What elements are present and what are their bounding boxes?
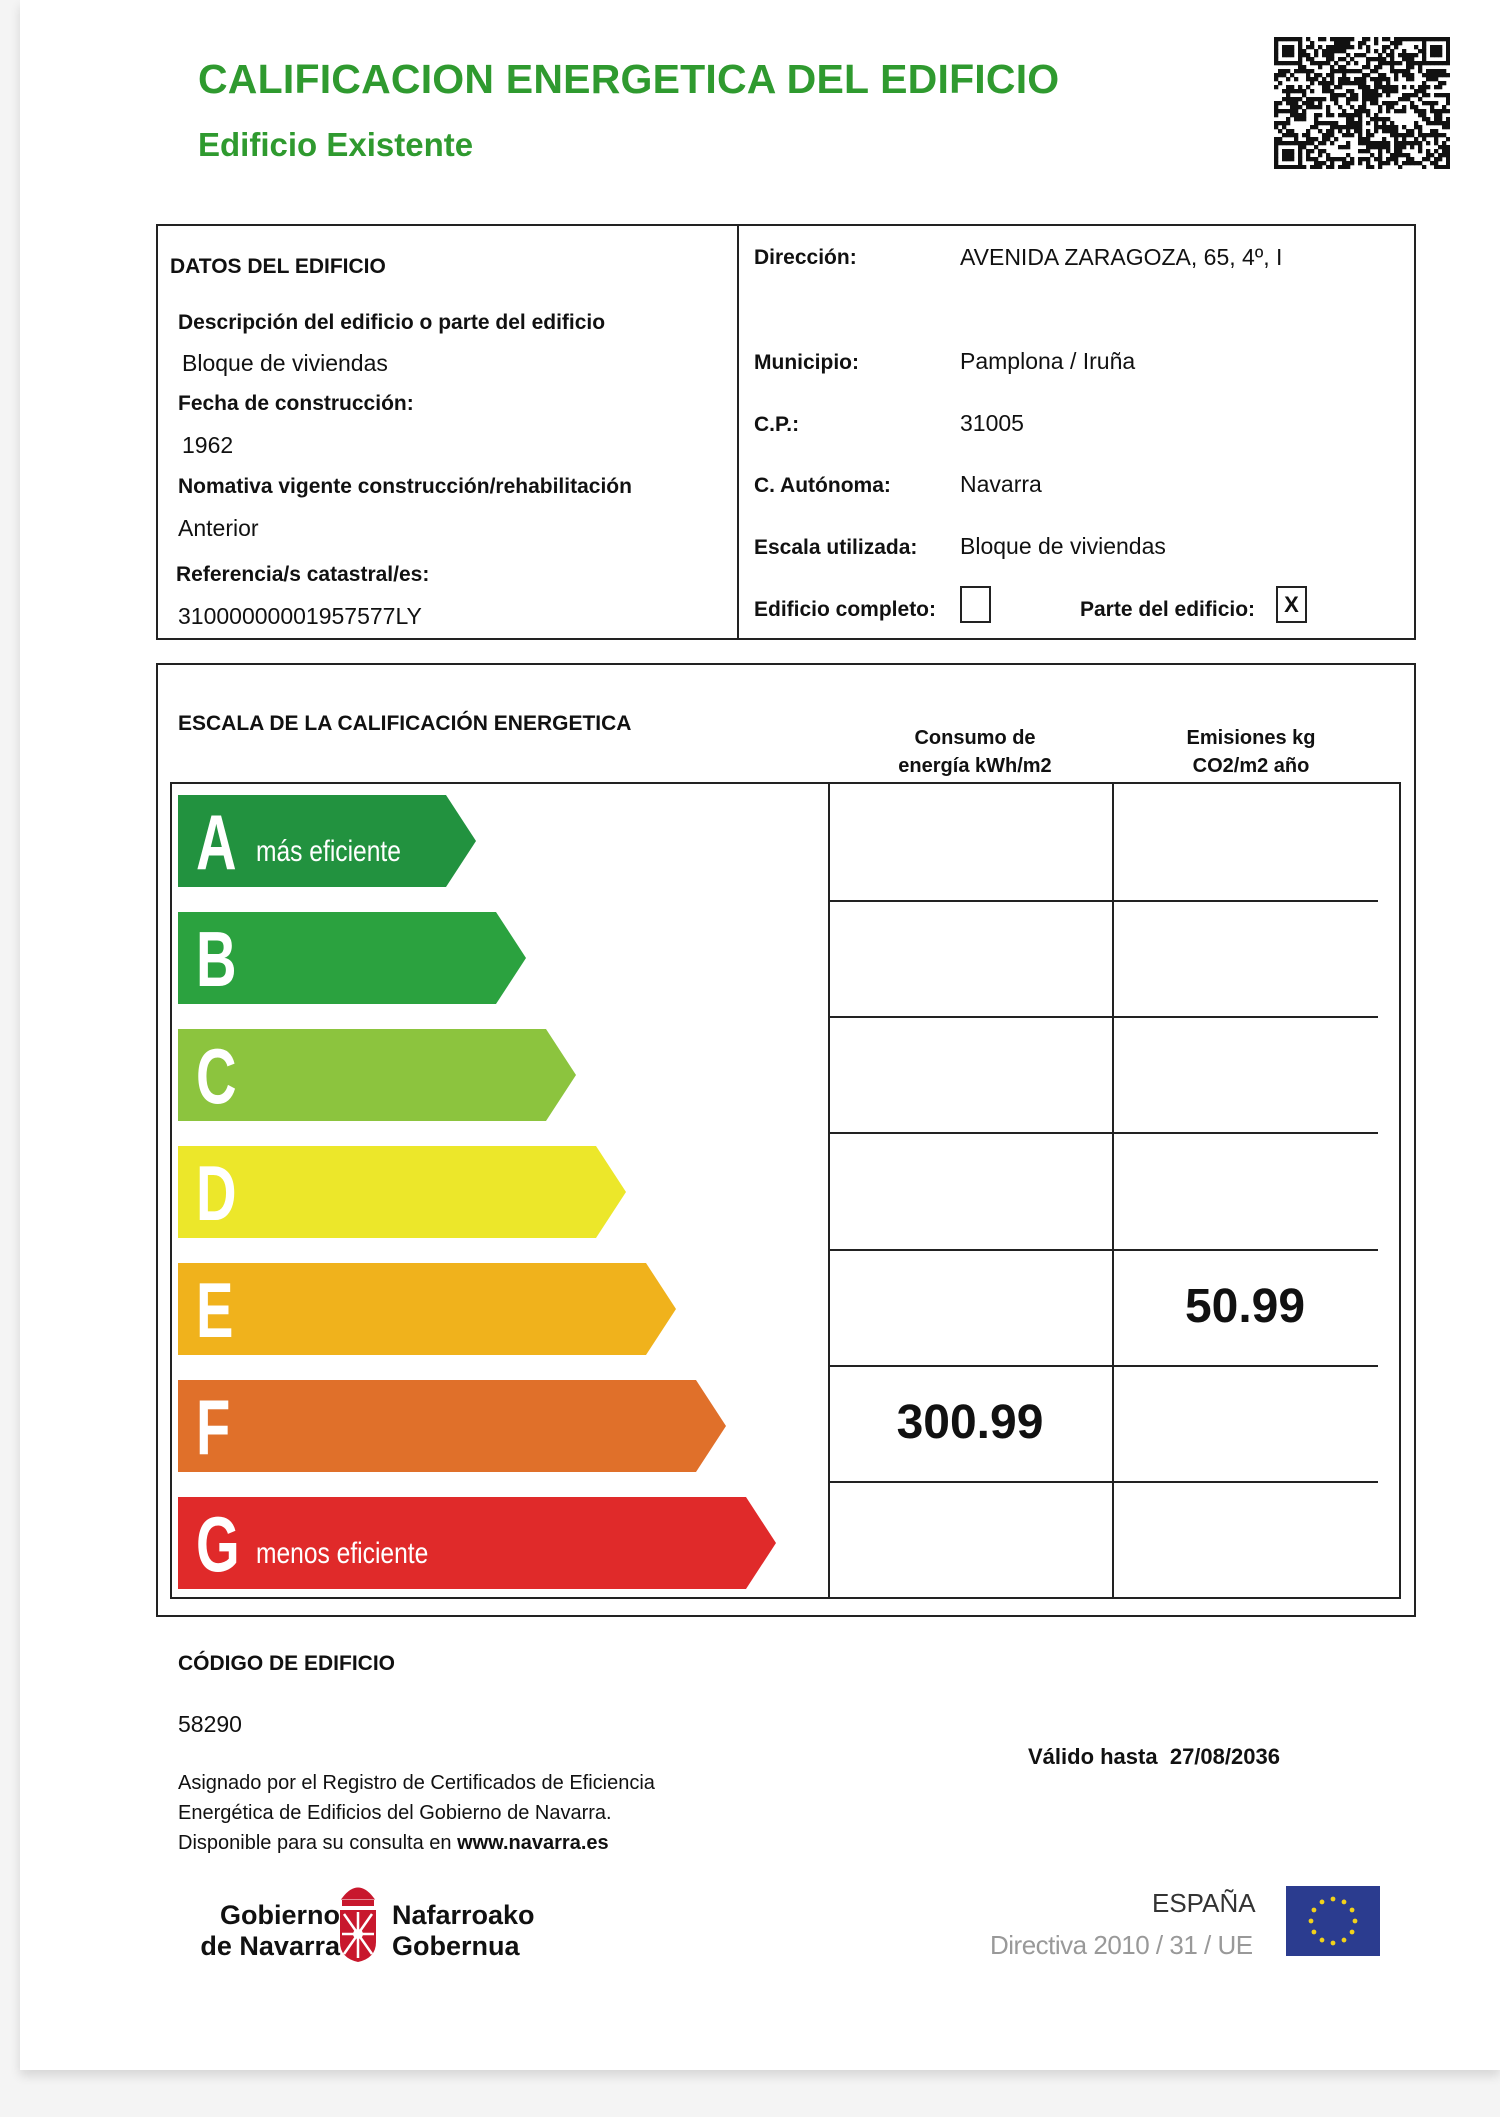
consumption-cell-b <box>828 900 1112 1016</box>
municipality-value: Pamplona / Iruña <box>960 348 1136 374</box>
construction-date-label: Fecha de construcción: <box>178 392 414 415</box>
emissions-cell-a <box>1112 784 1378 900</box>
rating-band-c <box>178 1029 576 1121</box>
building-data-divider <box>737 224 739 640</box>
building-code-value: 58290 <box>178 1711 242 1737</box>
navarra-coat-of-arms-icon <box>334 1878 382 1964</box>
region-value: Navarra <box>960 471 1042 497</box>
espana-label: ESPAÑA <box>1152 1888 1256 1918</box>
building-part-label: Parte del edificio: <box>1080 598 1256 621</box>
band-letter-d: D <box>196 1149 237 1237</box>
certificate-page <box>20 0 1500 2070</box>
emissions-cell-d <box>1112 1132 1378 1248</box>
consumption-value: 300.99 <box>896 1395 1044 1449</box>
construction-date-value: 1962 <box>182 432 234 458</box>
consumption-cell-a <box>828 784 1112 900</box>
cadastral-ref-value: 31000000001957577LY <box>178 603 422 629</box>
address-value: AVENIDA ZARAGOZA, 65, 4º, I <box>960 244 1283 270</box>
band-letter-e: E <box>196 1266 234 1354</box>
band-note-a: más eficiente <box>256 835 401 868</box>
regulation-label: Nomativa vigente construcción/rehabilitación <box>178 475 632 498</box>
registry-text: Asignado por el Registro de Certificados de Eficiencia Energética de Edificios del Gobierno de Navarra. Disponible para su consulta en www.navarra.es <box>178 1772 655 1854</box>
qr-code-icon <box>1274 37 1450 169</box>
valid-until: Válido hasta 27/08/2036 <box>1028 1744 1280 1769</box>
cadastral-ref-label: Referencia/s catastral/es: <box>176 563 430 586</box>
emissions-cell-c <box>1112 1016 1378 1132</box>
gobierno-navarra-text-left: Gobierno de Navarra <box>200 1900 340 1961</box>
building-data-title: DATOS DEL EDIFICIO <box>170 255 386 278</box>
description-value: Bloque de viviendas <box>182 350 388 376</box>
band-letter-g: G <box>196 1500 240 1588</box>
emissions-cell-b <box>1112 900 1378 1016</box>
scale-used-label: Escala utilizada: <box>754 536 918 559</box>
rating-band-f <box>178 1380 726 1472</box>
emissions-cell-f <box>1112 1365 1378 1481</box>
band-letter-b: B <box>196 915 237 1003</box>
building-code-label: CÓDIGO DE EDIFICIO <box>178 1652 396 1675</box>
consumption-cell-g <box>828 1481 1112 1597</box>
page-subtitle: Edificio Existente <box>198 126 474 163</box>
municipality-label: Municipio: <box>754 351 859 374</box>
consumption-cell-e <box>828 1249 1112 1365</box>
gobierno-navarra-text-right: Nafarroako Gobernua <box>392 1900 535 1961</box>
emissions-column-header: Emisiones kg CO2/m2 año <box>1186 727 1316 777</box>
band-note-g: menos eficiente <box>256 1537 429 1570</box>
energy-scale-title: ESCALA DE LA CALIFICACIÓN ENERGETICA <box>178 712 632 735</box>
consumption-column-header: Consumo de energía kWh/m2 <box>898 727 1052 777</box>
consumption-cell-c <box>828 1016 1112 1132</box>
rating-band-d <box>178 1146 626 1238</box>
page-title: CALIFICACION ENERGETICA DEL EDIFICIO <box>198 56 1060 102</box>
building-part-checkbox[interactable]: X <box>1276 586 1307 623</box>
complete-building-label: Edificio completo: <box>754 598 937 621</box>
complete-building-checkbox[interactable] <box>960 586 991 623</box>
directive-label: Directiva 2010 / 31 / UE <box>990 1930 1253 1960</box>
regulation-value: Anterior <box>178 515 259 541</box>
description-label: Descripción del edificio o parte del edificio <box>178 311 606 334</box>
region-label: C. Autónoma: <box>754 474 891 497</box>
band-letter-c: C <box>196 1032 237 1120</box>
postal-code-label: C.P.: <box>754 413 800 436</box>
band-letter-f: F <box>196 1383 231 1471</box>
eu-flag-icon <box>1286 1886 1380 1956</box>
consumption-cell-d <box>828 1132 1112 1248</box>
postal-code-value: 31005 <box>960 410 1024 436</box>
address-label: Dirección: <box>754 246 857 269</box>
emissions-value: 50.99 <box>1184 1279 1306 1333</box>
scale-used-value: Bloque de viviendas <box>960 533 1166 559</box>
band-letter-a: A <box>196 798 237 886</box>
rating-band-e <box>178 1263 676 1355</box>
emissions-cell-g <box>1112 1481 1378 1597</box>
navarra-link[interactable]: www.navarra.es <box>457 1832 609 1854</box>
